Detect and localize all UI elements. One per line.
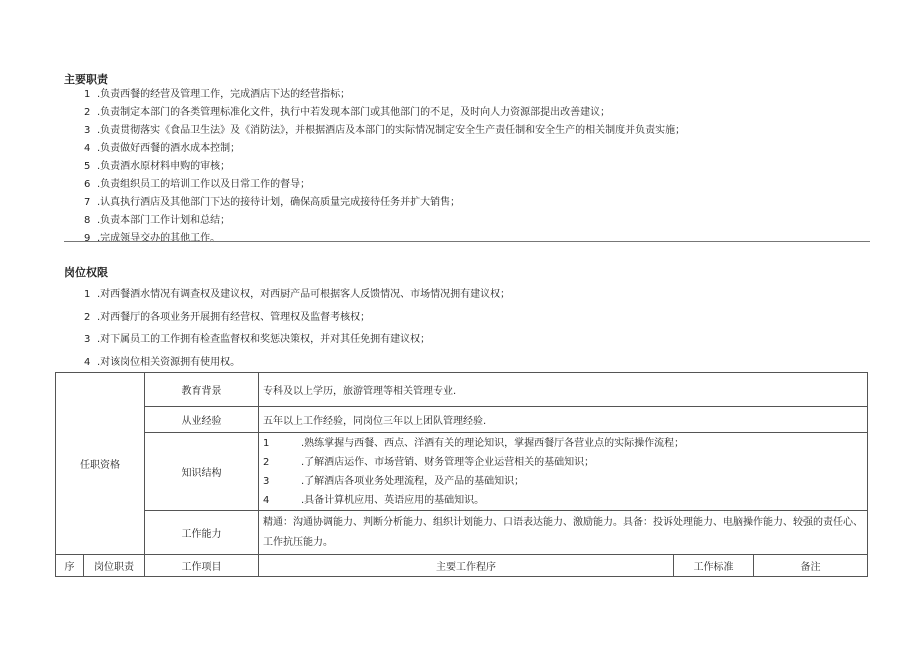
col-procedure: 主要工作程序 bbox=[259, 555, 674, 577]
knowledge-label: 知识结构 bbox=[145, 433, 259, 511]
table-row bbox=[56, 555, 868, 577]
section-divider bbox=[64, 241, 870, 242]
experience-label: 从业经验 bbox=[145, 407, 259, 433]
experience-value: 五年以上工作经验，同岗位三年以上团队管理经验. bbox=[259, 407, 868, 433]
list-item: 7 .认真执行酒店及其他部门下达的接待计划，确保高质量完成接待任务并扩大销售； bbox=[84, 197, 461, 208]
main-duties-list bbox=[64, 86, 870, 248]
list-item: 2 .对西餐厅的各项业务开展拥有经营权、管理权及监督考核权； bbox=[84, 311, 371, 323]
table-row bbox=[56, 511, 868, 555]
table-row bbox=[56, 407, 868, 433]
list-item: 4 .负责做好西餐的酒水成本控制； bbox=[84, 143, 241, 154]
list-item: 4 .具备计算机应用、英语应用的基础知识。 bbox=[263, 494, 485, 506]
list-item: 3 .了解酒店各项业务处理流程，及产品的基础知识； bbox=[263, 475, 525, 487]
education-label: 教育背景 bbox=[145, 373, 259, 407]
table-row bbox=[56, 373, 868, 407]
list-item: 1 .熟练掌握与西餐、西点、洋酒有关的理论知识，掌握西餐厅各营业点的实际操作流程； bbox=[263, 437, 685, 449]
col-item: 工作项目 bbox=[145, 555, 259, 577]
qualification-label: 任职资格 bbox=[56, 373, 145, 555]
col-standard: 工作标准 bbox=[674, 555, 754, 577]
list-item: 5 .负责酒水原材料申购的审核； bbox=[84, 161, 231, 172]
table-row bbox=[56, 433, 868, 511]
knowledge-list bbox=[259, 433, 868, 511]
list-item: 2 .负责制定本部门的各类管理标准化文件，执行中若发现本部门或其他部门的不足，及时向人力资源部提出改善建议； bbox=[84, 107, 611, 118]
ability-value: 精通：沟通协调能力、判断分析能力、组织计划能力、口语表达能力、激励能力。具备：投诉处理能力、电脑操作能力、较强的责任心、工作抗压能力。 bbox=[259, 511, 868, 555]
list-item: 1 .对西餐酒水情况有调查权及建议权，对西厨产品可根据客人反馈情况、市场情况拥有建议权； bbox=[84, 289, 511, 300]
authority-title: 岗位权限 bbox=[64, 266, 108, 279]
main-duties-title: 主要职责 bbox=[64, 73, 108, 86]
list-item: 8 .负责本部门工作计划和总结； bbox=[84, 215, 231, 226]
education-value: 专科及以上学历，旅游管理等相关管理专业. bbox=[259, 373, 868, 407]
authority-list bbox=[64, 284, 870, 374]
list-item: 2 .了解酒店运作、市场营销、财务管理等企业运营相关的基础知识； bbox=[263, 456, 595, 468]
list-item: 4 .对该岗位相关资源拥有使用权。 bbox=[84, 356, 241, 368]
col-duty: 岗位职责 bbox=[84, 555, 145, 577]
ability-label: 工作能力 bbox=[145, 511, 259, 555]
qualification-table bbox=[55, 372, 868, 577]
list-item: 6 .负责组织员工的培训工作以及日常工作的督导； bbox=[84, 179, 311, 190]
list-item: 3 .对下属员工的工作拥有检查监督权和奖惩决策权，并对其任免拥有建议权； bbox=[84, 334, 431, 345]
list-item: 9 .完成领导交办的其他工作。 bbox=[84, 233, 221, 244]
list-item: 1 .负责西餐的经营及管理工作，完成酒店下达的经营指标； bbox=[84, 89, 351, 100]
col-remark: 备注 bbox=[754, 555, 868, 577]
col-seq: 序 bbox=[56, 555, 84, 577]
list-item: 3 .负责贯彻落实《食品卫生法》及《消防法》，并根据酒店及本部门的实际情况制定安全生产责任制和安全生产的相关制度并负责实施； bbox=[84, 125, 686, 136]
